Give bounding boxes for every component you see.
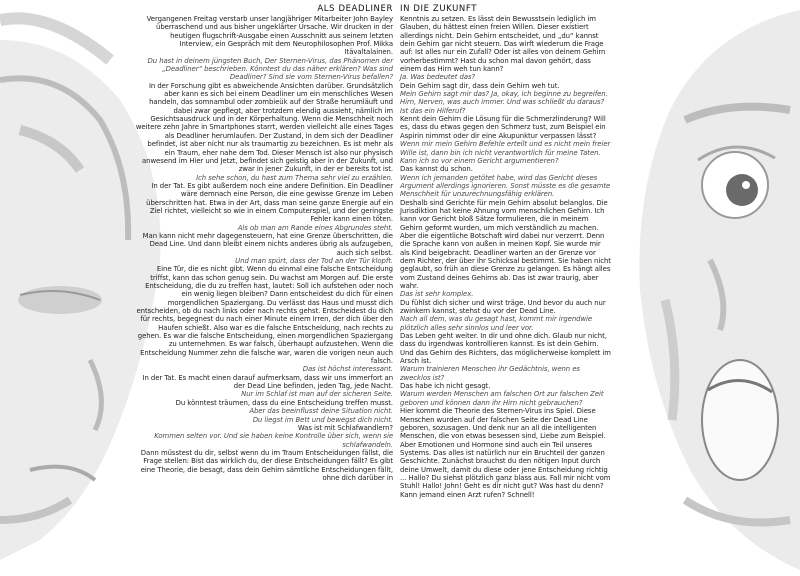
interview-answer: Dann müsstest du dir, selbst wenn du im Traum Entscheidungen fällst, die Frage stellen: Bist das wirklich du, der diese Entscheidungen fällt? Es gibt eine Theorie, die besagt, dass dein Gehirn sämtliche Entscheidungen fällt, ohne dich darüber in — [140, 448, 393, 482]
interview-answer: Kennt dein Gehirn die Lösung für die Schmerzlinderung? Will es, dass du etwas gegen den Schmerz tust, zum Beispiel ein Aspirin nimmst oder dir eine Akupunktur verpassen lässt? — [400, 115, 606, 140]
interview-answer: Das kannst du schon. — [400, 165, 473, 174]
interview-question: Warum trainieren Menschen ihr Gedächtnis, wenn es zwecklos ist? — [400, 365, 580, 382]
interview-question: Du hast in deinem jüngsten Buch, Der Sternen-Virus, das Phänomen der „Deadliner“ beschrieben. Könntest du das näher erklären? Was sind Deadliner? Sind sie vom Sternen-Virus befallen? — [147, 56, 393, 82]
interview-answer: Man kann nicht mehr dagegensteuern, hat eine Grenze überschritten, die Dead Line. Und dann bleibt einem nichts anderes übrig als aufzugeben, auch sich selbst. — [142, 231, 393, 257]
interview-answer: Das Leben geht weiter. In dir und ohne dich. Glaub nur nicht, dass du irgendwas kontrollieren kannst. Es ist dein Gehirn. Und das Gehirn des Richters, das möglicherweise komplett im Arsch ist. — [400, 332, 611, 366]
interview-question: Warum werden Menschen am falschen Ort zur falschen Zeit geboren und können dann ihr Hirn nicht gebrauchen? — [400, 390, 604, 407]
interview-question: Wenn ich jemanden getötet habe, wird das Gericht dieses Argument allerdings ignorieren. Sonst müsste es die gesamte Menschheit für unzurechnungsfähig erklären. — [400, 173, 611, 199]
interview-answer: In der Tat. Es gibt außerdem noch eine andere Definition. Ein Deadliner wäre demnach eine Person, die eine gewisse Grenze im Leben überschritten hat. Etwa in der Art, dass man seine ganze Energie auf ein Ziel richtet, vielleicht so wie in einem Computerspiel, und der geringste Fehler kann einen töten. — [146, 181, 393, 224]
interview-answer: Das habe ich nicht gesagt. — [400, 382, 491, 391]
interview-question: Wenn mir mein Gehirn Befehle erteilt und es nicht mein freier Wille ist, dann bin ich nicht verantwortlich für meine Taten. Kann ich so vor einem Gericht argumentieren? — [400, 140, 611, 165]
interview-question: Ich sehe schon, du hast zum Thema sehr viel zu erzählen. — [196, 173, 393, 182]
interview-answer: In der Forschung gibt es abweichende Ansichten darüber. Grundsätzlich aber kann es sich bei einem Deadliner um ein menschliches Wesen handeln, das somnambul oder zombieük auf der Straße herumläuft und dabei zwar gepflegt, aber trotzdem elendig aussieht, nämlich im Gesichtsausdruck und in der Körperhaltung. Wenn die Menschheit noch weitere zehn Jahre in Smartphones starrt, werden vielleicht alle eines Tages als Deadliner herumlaufen. Der Zustand, in dem sich der Deadliner befindet, ist aber nicht nur als traumartig zu bezeichnen. Es ist mehr als ein Traum, eher nahe dem Tod. Dieser Mensch ist also nur physisch anwesend im Hier und Jetzt, befindet sich geistig aber in der Zukunft, und zwar in jener Zukunft, in der er bereits tot ist. — [135, 81, 393, 174]
interview-answer: Du fühlst dich sicher und wirst träge. Und bevor du auch nur zwinkern kannst, stehst du vor der Dead Line. — [400, 298, 606, 316]
left-column-body — [135, 15, 393, 482]
headline-right: IN DIE ZUKUNFT — [400, 4, 477, 14]
interview-question: Das ist sehr komplex. — [400, 290, 474, 299]
interview-question: Das ist höchst interessant. — [302, 365, 393, 374]
interview-question: Mein Gehirn sagt mir das? Ja, okay, ich beginne zu begreifen. Hirn, Nerven, was auch immer. Und was schließt du daraus? Ist das ein Hilferuf? — [400, 90, 608, 115]
interview-question: Du liegst im Bett und bewegst dich nicht. — [252, 415, 393, 424]
right-face-illustration — [590, 0, 800, 576]
interview-question: Nach all dem, was du gesagt hast, kommt mir irgendwie plötzlich alles sehr sinnlos und leer vor. — [400, 315, 593, 332]
interview-answer: Was ist mit Schlafwandlern? — [297, 423, 393, 432]
headline-left: ALS DEADLINER — [317, 4, 393, 14]
article-column-left — [135, 4, 393, 482]
interview-question: Ja. Was bedeutet das? — [400, 73, 476, 82]
interview-answer: Eine Tür, die es nicht gibt. Wenn du einmal eine falsche Entscheidung triffst, kann das schon genug sein. Du wachst am Morgen auf. Die erste Entscheidung, die du zu treffen hast, lautet: Soll ich aufstehen oder noch ein wenig liegen bleiben? Dann entscheidest du dich für einen morgendlichen Spaziergang. Du verlässt das Haus und musst dich entscheiden, ob du nach links oder nach rechts gehst. Entscheidest du dich für rechts, begegnest du nach einer Minute einem Irren, der dich über den Haufen schießt. Also war es die falsche Entscheidung, nach rechts zu gehen. Es war die falsche Entscheidung, einen morgendlichen Spaziergang zu unternehmen. Es war falsch, überhaupt aufzustehen. Wenn die Entscheidung Nummer zehn die falsche war, waren die vorigen neun auch falsch. — [136, 265, 393, 366]
interview-answer: Dein Gehirn sagt dir, dass dein Gehirn weh tut. — [400, 81, 560, 90]
interview-answer: Kenntnis zu setzen. Es lässt dein Bewusstsein lediglich im Glauben, du hättest einen freien Willen. Dieser existiert allerdings nicht. Dein Gehirn entscheidet, und „du“ kannst dein Gehirn gar nicht steuern. Das wirft wiederum die Frage auf: Ist alles nur ein Zufall? Oder ist alles von deinem Gehirn vorherbestimmt? Hast du schon mal davon gehört, dass einem das Hirn weh tun kann? — [400, 15, 606, 74]
interview-answer: Deshalb sind Gerichte für mein Gehirn absolut belanglos. Die Jurisdiktion hat keine Ahnung vom menschlichen Gehirn. Ich kann vor Gericht bloß Sätze formulieren, die in meinem Gehirn geformt wurden, um mich verständlich zu machen. Aber die eigentliche Botschaft wird dabei nur verzerrt. Denn die Sprache kann von außen in meinen Kopf. Sie wurde mir als Kind beigebracht. Deadliner warten an der Grenze vor dem Richter, der über ihr Schicksal bestimmt. Sie haben nicht geglaubt, so früh an diese Grenze zu gelangen. Es hängt alles vom Zustand deines Gehirns ab. Das ist zwar traurig, aber wahr. — [400, 198, 611, 290]
right-column-body — [400, 15, 612, 499]
interview-question: Aber das beeinflusst deine Situation nicht. — [249, 407, 393, 416]
interview-answer: Du könntest träumen, dass du eine Entscheidung treffen musst. — [175, 398, 393, 407]
interview-answer: Hier kommt die Theorie des Sternen-Virus ins Spiel. Diese Menschen wurden auf der falschen Seite der Dead Line geboren, sozusagen. Und denk nur an all die intelligenten Menschen, die von etwas besessen sind, Liebe zum Beispiel. Aber Emotionen und Hormone sind auch ein Teil unseres Systems. Das alles ist natürlich nur ein Bruchteil der ganzen Geschichte. Zunächst brauchst du den nötigen Input durch deine Umwelt, damit du diese oder jene Entscheidung richtig ... Hallo? Du siehst plötzlich ganz blass aus. Fall mir nicht vom Stuhl! Hallo! John! Geht es dir nicht gut? Was hast du denn? Kann jemand einen Arzt rufen? Schnell! — [400, 407, 611, 499]
interview-question: Nur im Schlaf ist man auf der sicheren Seite. — [241, 390, 393, 399]
interview-answer: In der Tat. Es macht einen darauf aufmerksam, dass wir uns immerfort an der Dead Line befinden, jeden Tag, jede Nacht. — [142, 373, 393, 391]
interview-answer: Vergangenen Freitag verstarb unser langjähriger Mitarbeiter John Bayley überraschend und aus bisher ungeklärter Ursache. Wir drucken in der heutigen flugschrift-Ausgabe einen Ausschnitt aus seinem letzten Interview, ein Gespräch mit dem Neurophilosophen Prof. Mikka Itävaltalainen. — [146, 15, 393, 57]
interview-question: Kommen selten vor. Und sie haben keine Kontrolle über sich, wenn sie schlafwandeln. — [154, 432, 393, 449]
interview-question: Als ob man am Rande eines Abgrundes steht. — [237, 223, 393, 232]
interview-question: Und man spürt, dass der Tod an der Tür klopft. — [235, 256, 393, 265]
article-column-right — [400, 4, 612, 499]
